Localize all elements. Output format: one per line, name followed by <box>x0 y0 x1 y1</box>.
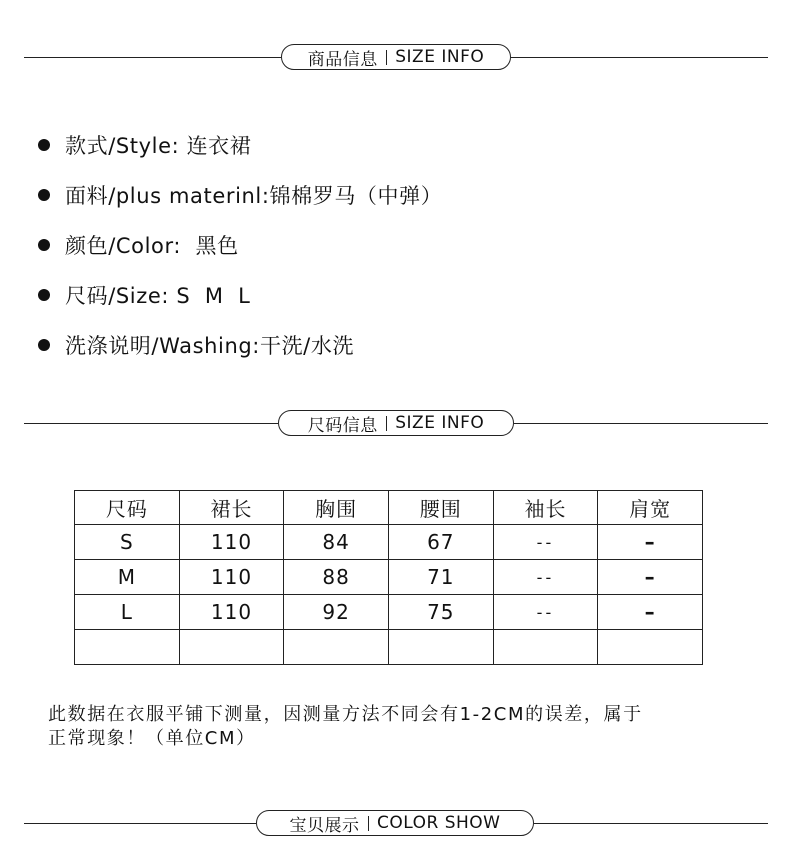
spec-washing-text: 洗涤说明/Washing:干洗/水洗 <box>65 334 355 358</box>
product-info-title-cn: 商品信息 <box>307 49 378 70</box>
bullet-dot-icon <box>38 339 50 351</box>
table-cell <box>284 630 389 665</box>
spec-size <box>38 270 442 320</box>
header-rule-left <box>24 823 256 824</box>
table-cell: 110 <box>179 560 284 595</box>
table-row-empty <box>75 630 703 665</box>
table-cell: 84 <box>284 525 389 560</box>
table-cell: 71 <box>388 560 493 595</box>
spec-style <box>38 120 442 170</box>
header-rule-right <box>514 423 768 424</box>
table-cell: – <box>598 525 703 560</box>
table-cell <box>388 630 493 665</box>
product-spec-list <box>38 120 442 370</box>
table-cell: L <box>75 595 180 630</box>
color-show-header <box>24 808 768 838</box>
spec-color-text: 颜色/Color: 黑色 <box>65 234 239 258</box>
column-header: 袖长 <box>493 491 598 525</box>
table-cell: S <box>75 525 180 560</box>
table-cell: – <box>598 595 703 630</box>
product-info-pill <box>281 44 511 70</box>
table-cell: 67 <box>388 525 493 560</box>
color-show-title-en: COLOR SHOW <box>377 813 501 833</box>
spec-fabric <box>38 170 442 220</box>
size-info-header <box>24 408 768 438</box>
table-cell: -- <box>493 560 598 595</box>
table-row <box>75 560 703 595</box>
bullet-dot-icon <box>38 289 50 301</box>
color-show-pill <box>256 810 534 836</box>
header-separator <box>386 50 388 65</box>
table-cell <box>75 630 180 665</box>
table-cell <box>493 630 598 665</box>
column-header: 肩宽 <box>598 491 703 525</box>
header-separator <box>386 416 388 431</box>
bullet-dot-icon <box>38 139 50 151</box>
header-rule-left <box>24 57 281 58</box>
header-rule-left <box>24 423 278 424</box>
table-cell <box>598 630 703 665</box>
table-cell <box>179 630 284 665</box>
table-cell: 88 <box>284 560 389 595</box>
table-row <box>75 525 703 560</box>
header-rule-right <box>534 823 768 824</box>
spec-fabric-text: 面料/plus materinl:锦棉罗马（中弹） <box>65 184 443 208</box>
table-header-row <box>75 491 703 525</box>
column-header: 尺码 <box>75 491 180 525</box>
table-cell: 75 <box>388 595 493 630</box>
table-cell: M <box>75 560 180 595</box>
size-chart-table <box>74 490 703 665</box>
product-info-title-en: SIZE INFO <box>395 47 485 67</box>
size-info-title-cn: 尺码信息 <box>307 415 378 436</box>
column-header: 裙长 <box>179 491 284 525</box>
note-line-2: 正常现象！（单位CM） <box>48 728 256 749</box>
table-cell: 92 <box>284 595 389 630</box>
column-header: 胸围 <box>284 491 389 525</box>
size-info-pill <box>278 410 514 436</box>
spec-size-text: 尺码/Size: S M L <box>65 284 251 308</box>
note-line-1: 此数据在衣服平铺下测量，因测量方法不同会有1-2CM的误差，属于 <box>48 704 643 725</box>
size-info-title-en: SIZE INFO <box>395 413 485 433</box>
table-row <box>75 595 703 630</box>
table-cell: – <box>598 560 703 595</box>
product-info-header <box>24 42 768 72</box>
table-cell: 110 <box>179 525 284 560</box>
table-cell: 110 <box>179 595 284 630</box>
table-cell: -- <box>493 595 598 630</box>
color-show-title-cn: 宝贝展示 <box>289 815 360 836</box>
bullet-dot-icon <box>38 239 50 251</box>
table-cell: -- <box>493 525 598 560</box>
spec-color <box>38 220 442 270</box>
header-separator <box>368 816 370 831</box>
header-rule-right <box>511 57 768 58</box>
column-header: 腰围 <box>388 491 493 525</box>
bullet-dot-icon <box>38 189 50 201</box>
spec-style-text: 款式/Style: 连衣裙 <box>65 134 252 158</box>
spec-washing <box>38 320 442 370</box>
measurement-note <box>48 703 768 751</box>
